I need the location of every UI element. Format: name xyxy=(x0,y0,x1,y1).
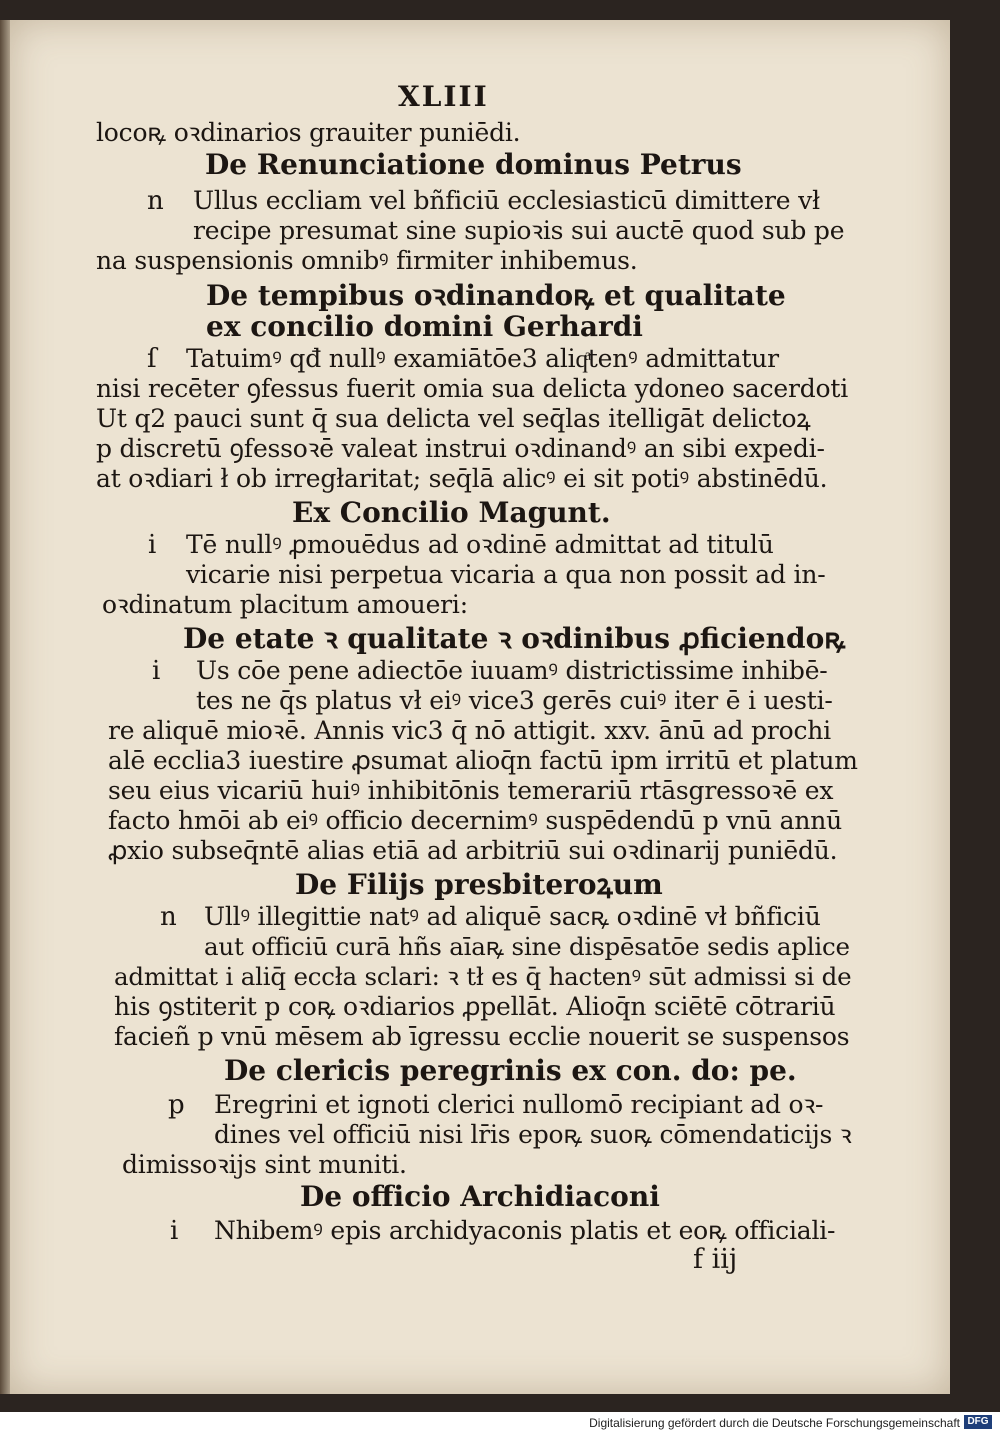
text-line: tes ne q̄s platus vł eiꝰ vice3 gerēs cuiꝰ iter ē i uesti- xyxy=(196,686,833,715)
text-line: admittat i aliq̄ eccła sclari: ꝛ tł es q̄ hactenꝰ sūt admissi si de xyxy=(114,962,852,991)
folio-number: XLIII xyxy=(398,80,489,113)
text-line: facto hmōi ab eiꝰ officio decernimꝰ suspēdendū p vnū annū xyxy=(108,806,843,835)
section-heading: Ex Concilio Magunt. xyxy=(292,496,611,529)
section-heading: De Filijs presbiteroꝝum xyxy=(295,868,663,901)
text-line: aut officiū curā hñs aīaꝶ sine dispēsatōe sedis aplice xyxy=(204,932,850,961)
text-line: locoꝶ oꝛdinarios grauiter puniēdi. xyxy=(96,118,521,147)
text-line: dines vel officiū nisi lr̄is epoꝶ suoꝶ cōmendaticijs ꝛ xyxy=(214,1120,852,1149)
section-heading: ex concilio domini Gerhardi xyxy=(206,310,643,343)
text-line: re aliquē mioꝛē. Annis vic3 q̄ nō attigit. xxv. ānū ad prochi xyxy=(108,716,831,745)
initial-placeholder: ſ xyxy=(147,344,157,374)
text-line: Nhibemꝰ epis archidyaconis platis et eoꝶ officiali- xyxy=(214,1216,836,1245)
text-line: ꝓxio subseq̄ntē alias etiā ad arbitriū sui oꝛdinarij puniēdū. xyxy=(108,836,838,865)
initial-placeholder: i xyxy=(152,656,161,686)
text-line: Tē nullꝰ ꝓmouēdus ad oꝛdinē admittat ad titulū xyxy=(186,530,774,559)
text-line: p discretū ꝯfessoꝛē valeat instrui oꝛdinandꝰ an sibi expedi- xyxy=(96,434,825,463)
section-heading: De etate ꝛ qualitate ꝛ oꝛdinibus ꝓficiendoꝶ xyxy=(183,622,846,655)
initial-placeholder: n xyxy=(160,902,177,932)
initial-placeholder: p xyxy=(168,1090,185,1120)
text-line: facieñ p vnū mēsem ab īgressu ecclie nouerit se suspensos xyxy=(114,1022,850,1051)
section-heading: De Renunciatione dominus Petrus xyxy=(205,148,742,181)
text-line: Tatuimꝰ qđ nullꝰ examiātōe3 aliqͣtenꝰ admittatur xyxy=(186,344,779,373)
text-line: Eregrini et ignoti clerici nullomō recipiant ad oꝛ- xyxy=(214,1090,824,1119)
text-line: nisi recēter ꝯfessus fuerit omia sua delicta ydoneo sacerdoti xyxy=(96,374,849,403)
initial-placeholder: i xyxy=(148,530,157,560)
section-heading: De officio Archidiaconi xyxy=(300,1180,660,1213)
text-line: Us cōe pene adiectōe iuuamꝰ districtissime inhibē- xyxy=(196,656,828,685)
section-heading: De tempibus oꝛdinandoꝶ et qualitate xyxy=(206,279,786,312)
dfg-logo: DFG xyxy=(964,1415,992,1429)
text-line: Ut q2 pauci sunt q̄ sua delicta vel seq̄las itelligāt delictoꝝ xyxy=(96,404,811,433)
text-line: na suspensionis omnibꝰ firmiter inhibemus. xyxy=(96,246,638,275)
text-line: oꝛdinatum placitum amoueri: xyxy=(102,590,468,619)
signature-mark: f iij xyxy=(693,1244,738,1275)
initial-placeholder: n xyxy=(147,186,164,216)
text-line: at oꝛdiari ł ob irregłaritat; seq̄lā alicꝰ ei sit potiꝰ abstinēdū. xyxy=(96,464,828,493)
initial-placeholder: i xyxy=(170,1216,179,1246)
text-line: Ullus eccliam vel bñficiū ecclesiasticū dimittere vł xyxy=(193,186,820,215)
text-line: alē ecclia3 iuestire ꝓsumat alioq̄n factū ipm irritū et platum xyxy=(108,746,858,775)
text-line: recipe presumat sine supioꝛis sui auctē quod sub pe xyxy=(193,216,845,245)
funding-credit: Digitalisierung gefördert durch die Deutsche Forschungsgemeinschaft xyxy=(589,1416,960,1430)
section-heading: De clericis peregrinis ex con. do: pe. xyxy=(224,1054,797,1087)
text-line: Ullꝰ illegittie natꝰ ad aliquē sacꝶ oꝛdinē vł bñficiū xyxy=(204,902,821,931)
text-line: seu eius vicariū huiꝰ inhibitōnis temerariū rtāsgressoꝛē ex xyxy=(108,776,834,805)
text-line: his ꝯstiterit p coꝶ oꝛdiarios ꝓpellāt. Alioq̄n sciētē cōtrariū xyxy=(114,992,836,1021)
text-line: dimissoꝛijs sint muniti. xyxy=(122,1150,407,1179)
text-line: vicarie nisi perpetua vicaria a qua non possit ad in- xyxy=(186,560,826,589)
